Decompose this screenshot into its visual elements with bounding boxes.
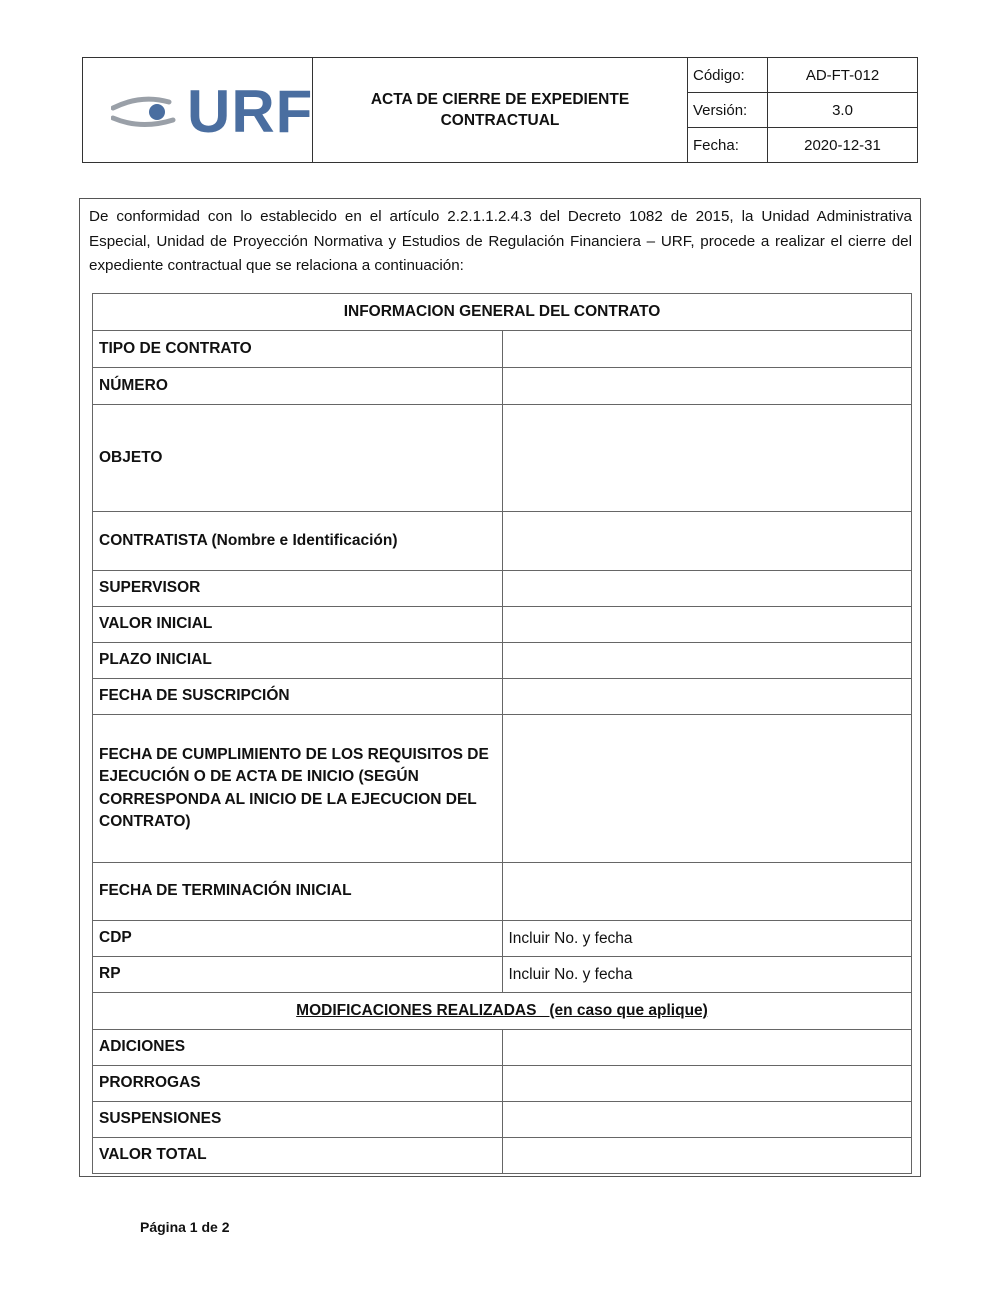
fecha-suscripcion-field[interactable] xyxy=(502,679,912,715)
row-label: ADICIONES xyxy=(93,1030,503,1066)
table-row xyxy=(93,679,912,715)
valor-inicial-field[interactable] xyxy=(502,607,912,643)
eye-icon xyxy=(111,82,191,142)
form-body xyxy=(79,198,921,1177)
intro-paragraph: De conformidad con lo establecido en el artículo 2.2.1.1.2.4.3 del Decreto 1082 de 2015, la Unidad Administrativa Especial, Unidad de Proyección Normativa y Estudios de Regulación Financiera – URF, procede a realizar el cierre del expediente contractual que se relaciona a continuación: xyxy=(89,208,912,274)
table-row xyxy=(93,643,912,679)
objeto-field[interactable] xyxy=(502,405,912,512)
table-row xyxy=(93,1066,912,1102)
logo-text: URF xyxy=(187,78,314,145)
table-row xyxy=(93,1030,912,1066)
page-number: Página 1 de 2 xyxy=(140,1219,230,1235)
row-label: TIPO DE CONTRATO xyxy=(93,331,503,368)
table-row xyxy=(93,1138,912,1174)
row-label: RP xyxy=(93,957,503,993)
numero-field[interactable] xyxy=(502,368,912,405)
fecha-cumplimiento-field[interactable] xyxy=(502,715,912,863)
table-row xyxy=(93,863,912,921)
meta-label: Código: xyxy=(688,58,768,92)
prorrogas-field[interactable] xyxy=(502,1066,912,1102)
table-row xyxy=(93,921,912,957)
rp-field[interactable]: Incluir No. y fecha xyxy=(502,957,912,993)
row-label: PLAZO INICIAL xyxy=(93,643,503,679)
table-row xyxy=(93,368,912,405)
adiciones-field[interactable] xyxy=(502,1030,912,1066)
table-row xyxy=(93,571,912,607)
table-row xyxy=(93,1102,912,1138)
section-header-row xyxy=(93,294,912,331)
row-label: FECHA DE CUMPLIMIENTO DE LOS REQUISITOS DE EJECUCIÓN O DE ACTA DE INICIO (SEGÚN CORRESPONDA AL INICIO DE LA EJECUCION DEL CONTRATO) xyxy=(93,715,503,863)
meta-value: 3.0 xyxy=(832,101,853,119)
table-row xyxy=(93,331,912,368)
row-label: CONTRATISTA (Nombre e Identificación) xyxy=(93,512,503,571)
meta-row-codigo xyxy=(688,58,917,93)
meta-row-version xyxy=(688,93,917,128)
logo-cell xyxy=(83,58,313,162)
document-meta xyxy=(688,58,917,162)
cdp-field[interactable]: Incluir No. y fecha xyxy=(502,921,912,957)
contract-info-table xyxy=(92,293,912,1174)
section-modificaciones-text: MODIFICACIONES REALIZADAS (en caso que aplique) xyxy=(296,1002,708,1019)
section-modificaciones-title xyxy=(93,993,912,1030)
row-label: OBJETO xyxy=(93,405,503,512)
valor-total-field[interactable] xyxy=(502,1138,912,1174)
supervisor-field[interactable] xyxy=(502,571,912,607)
table-row xyxy=(93,957,912,993)
suspensiones-field[interactable] xyxy=(502,1102,912,1138)
document-header xyxy=(82,57,918,163)
plazo-inicial-field[interactable] xyxy=(502,643,912,679)
row-label: SUPERVISOR xyxy=(93,571,503,607)
section-general-title: INFORMACION GENERAL DEL CONTRATO xyxy=(93,294,912,331)
table-row xyxy=(93,715,912,863)
document-title: ACTA DE CIERRE DE EXPEDIENTE CONTRACTUAL xyxy=(313,58,688,162)
meta-value: AD-FT-012 xyxy=(805,66,880,84)
meta-value: 2020-12-31 xyxy=(804,136,881,154)
section-header-row xyxy=(93,993,912,1030)
table-row xyxy=(93,405,912,512)
row-label: SUSPENSIONES xyxy=(93,1102,503,1138)
tipo-contrato-field[interactable] xyxy=(502,331,912,368)
row-label: FECHA DE TERMINACIÓN INICIAL xyxy=(93,863,503,921)
row-label: VALOR INICIAL xyxy=(93,607,503,643)
row-label: NÚMERO xyxy=(93,368,503,405)
table-row xyxy=(93,607,912,643)
row-label: VALOR TOTAL xyxy=(93,1138,503,1174)
table-row xyxy=(93,512,912,571)
urf-logo xyxy=(111,78,314,145)
row-label: CDP xyxy=(93,921,503,957)
row-label: FECHA DE SUSCRIPCIÓN xyxy=(93,679,503,715)
fecha-terminacion-field[interactable] xyxy=(502,863,912,921)
meta-label: Versión: xyxy=(688,93,768,127)
meta-row-fecha xyxy=(688,128,917,162)
meta-label: Fecha: xyxy=(688,128,768,162)
contratista-field[interactable] xyxy=(502,512,912,571)
row-label: PRORROGAS xyxy=(93,1066,503,1102)
